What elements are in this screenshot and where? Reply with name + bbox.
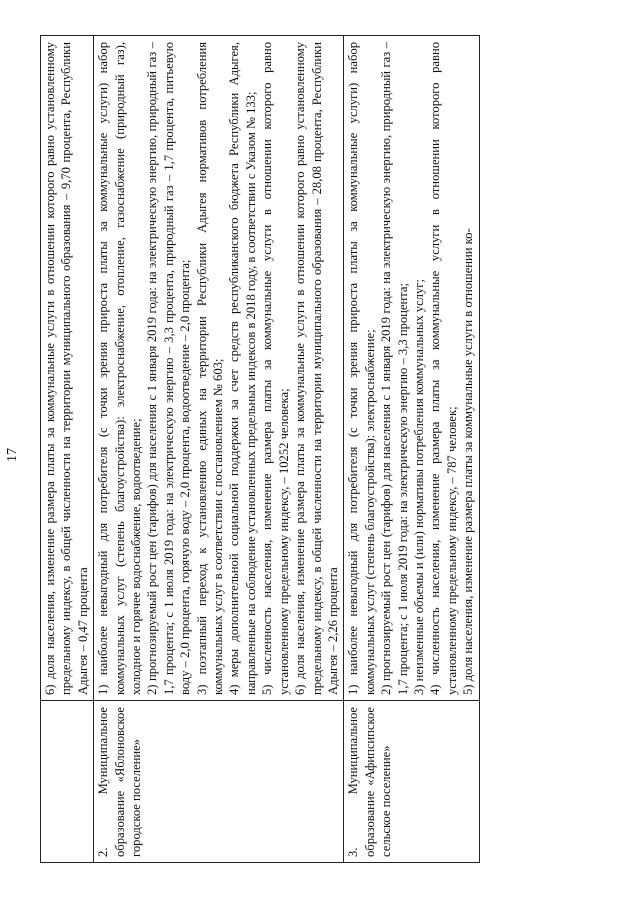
criteria-cell — [94, 36, 344, 701]
criteria-item: 1) наиболее невыгодный для потребителя (с точки зрения прироста платы за коммунальные услуги) набор коммунальных услуг (степень благоустройства): электроснабжение; — [346, 42, 377, 695]
municipality-cell — [344, 701, 479, 863]
criteria-item: 5) доля населения, изменение размера платы за коммунальные услуги в отношении ко- — [461, 228, 476, 695]
municipality-cell — [41, 701, 94, 863]
criteria-item: 3) неизменные объемы и (или) нормативы потребления коммунальных услуг; — [411, 279, 426, 695]
criteria-item: 3) поэтапный переход к установлению единых на территории Республики Адыгея нормативов потребления коммунальных услуг в соответствии с постановлением № 603; — [194, 42, 226, 695]
criteria-item: 4) численность населения, изменение размера платы за коммунальные услуги в отношении которого равно установленному предельному индексу, – 787 человек; — [428, 42, 459, 695]
municipality-title: 3. Муниципальное образование «Афипсипское сельское поселение» — [346, 707, 394, 857]
table-row — [41, 36, 94, 863]
criteria-cell — [41, 36, 94, 701]
criteria-item: 5) численность населения, изменение размера платы за коммунальные услуги в отношении которого равно установленному предельному индексу, – 10252 человека; — [260, 42, 291, 695]
table-row — [94, 36, 344, 863]
criteria-item: 6) доля населения, изменение размера платы за коммунальные услуги в отношении которого равно установленному предельному индексу, в общей численности на территории муниципального образования – 28,08 процента, Республики Адыгея – 2,26 процента — [293, 42, 340, 695]
municipal-table — [40, 35, 480, 863]
criteria-item: 2) прогнозируемый рост цен (тарифов) для населения с 1 января 2019 года: на электрическую энергию, природный газ – 1,7 процента; с 1 июля 2019 года: на электрическую энергию – 3,3 процента, природный газ – 1,7 процента, питьевую воду – 2,0 процента, горячую воду – 2,0 процента, водоотведение – 2,0 процента; — [145, 42, 193, 695]
criteria-item: 4) меры дополнительной социальной поддержки за счет средств республиканского бюджета Республики Адыгея, направленные на соблюдение установленных предельных индексов в 2018 году, в соответствии с Указом № 133; — [227, 42, 258, 695]
table-row — [344, 36, 479, 863]
criteria-item: 2) прогнозируемый рост цен (тарифов) для населения с 1 января 2019 года: на электрическую энергию, природный газ – 1,7 процента; с 1 июля 2019 года: на электрическую энергию – 3,3 процента; — [379, 42, 410, 695]
criteria-cell — [344, 36, 479, 701]
page-number: 17 — [5, 448, 20, 462]
municipality-cell — [94, 701, 344, 863]
municipality-title: 2. Муниципальное образование «Яблоновское городское поселение» — [96, 707, 144, 857]
criteria-item: 6) доля населения, изменение размера платы за коммунальные услуги в отношении которого равно установленному предельному индексу, в общей численности на территории муниципального образования – 9,70 процента, Республики Адыгея – 0,47 процента — [43, 42, 90, 695]
criteria-item: 1) наиболее невыгодный для потребителя (с точки зрения прироста платы за коммунальные услуги) набор коммунальных услуг (степень благоустройства): электроснабжение, отопление, газоснабжение (природный газ), холодное и горячее водоснабжение, водоотведение; — [96, 42, 144, 695]
